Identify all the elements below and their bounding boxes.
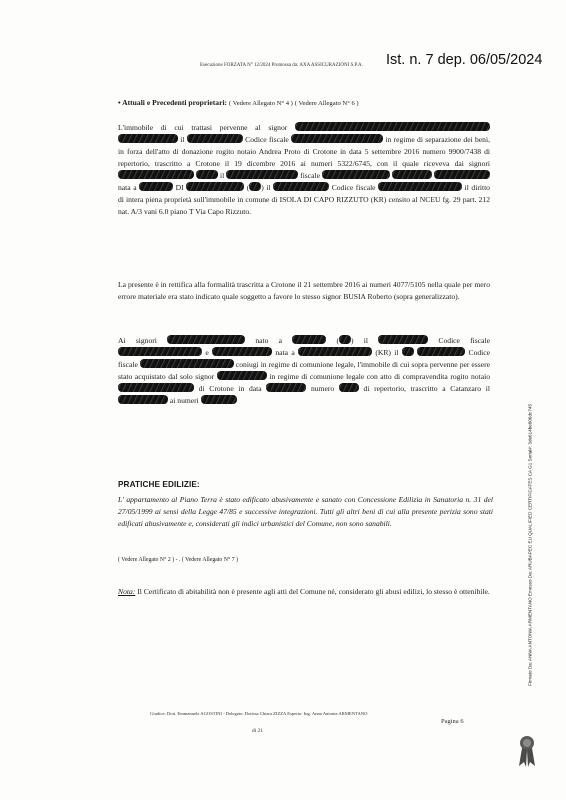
redaction: [217, 371, 267, 380]
signature-text: Firmato Da: ANNA ANTONIA ARMENTANO Emesso Da: ARUBAPEC EU QUALIFIED CERTIFICATES CA G1 Serial#: 3de614be806dc745: [527, 403, 533, 687]
digital-signature-strip: [525, 360, 535, 730]
redaction: [434, 170, 490, 179]
redaction: [212, 347, 272, 356]
redaction: [226, 170, 298, 179]
p1-text-3: Codice fiscale: [245, 135, 289, 144]
redaction: [118, 383, 194, 392]
p1-text-4: in regime di separazione dei beni, in forza dell'atto di donazione rogito notaio Andrea Proto di Crotone in data 5 settembre 2016 numero 9900/7438 di repertorio, trascritto a Crotone il 19 dicembre 2016 ai numeri 5322/6745, con il quale riceveva dai signori: [118, 135, 490, 168]
p3-text-14: di repertorio, trascritto a Catanzaro il: [363, 384, 490, 393]
pratiche-text: L' appartamento al Piano Terra è stato edificato abusivamente e sanato con Concessione Edilizia in Sanatoria n. 31 del 27/05/1999 ai sensi della Legge 47/85 e successive integrazioni. Tutti gli altri beni di cui alla presente perizia sono stati edificati abusivamente e, considerati gli indici urbanistici del Comune, non sono sanabili.: [118, 495, 493, 529]
owners-paragraph-2: La presente è in rettifica alla formalità trascritta a Crotone il 21 settembre 2016 ai numeri 4077/5105 nella quale per mero errore materiale era stato indicato quale soggetto a favore lo stesso signor BUSIA Roberto (sopra generalizzato).: [118, 280, 490, 301]
p3-text-12: di Crotone in data: [198, 384, 262, 393]
deposit-stamp: Ist. n. 7 dep. 06/05/2024: [386, 52, 543, 68]
seal-ribbon-icon: [516, 734, 538, 768]
footer-credits: Giudice: Dott. Emmanuele AGOSTINI - Delegato: Dottssa Chiara ZIZZA Esperto: Ing. Anna Antonia ARMENTANO: [150, 711, 368, 716]
redaction: [292, 335, 326, 344]
redaction: [118, 347, 202, 356]
p1-text-2: il: [180, 135, 185, 144]
p1-text-11: Codice fiscale: [331, 183, 376, 192]
execution-header: Esecuzione FORZATA N° 12/2024 Promossa da: AXA ASSICURAZIONI S.P.A.: [200, 63, 363, 68]
p3-text-3: (: [336, 336, 339, 345]
p1-text-12: il diritto di intera piena proprietà sull'immobile in comune di ISOLA DI CAPO RIZZUTO (KR) censito al NCEU fg. 29 part. 212 nat. A/3 vani 6.0 piano T Via Capo Rizzuto.: [118, 183, 490, 216]
nota-text: Il Certificato di abitabilità non è presente agli atti del Comune né, considerato gli abusi edilizi, lo stesso è ottenibile.: [137, 587, 490, 596]
p3-text-10: coniugi in regime di comunione legale, l'immobile di cui sopra pervenne per essere stato acquistato dal solo signor: [118, 360, 490, 381]
redaction: [201, 395, 237, 404]
p3-text-9: Codice fiscale: [118, 348, 491, 369]
owners-title: Attuali e Precedenti proprietari:: [122, 98, 228, 107]
p3-text-7: nata a: [275, 348, 295, 357]
owners-ref-2: ( Vedere Allegato N° 6 ): [294, 100, 359, 107]
p3-text-2: nato a: [255, 336, 283, 345]
redaction: [322, 170, 390, 179]
p3-text-6: e: [205, 348, 209, 357]
redaction: [167, 335, 245, 344]
redaction: [139, 182, 173, 191]
p1-text-6: fiscale: [300, 171, 320, 180]
owners-heading: [118, 98, 359, 107]
p1-text-8: DI: [175, 183, 184, 192]
pratiche-heading: PRATICHE EDILIZIE:: [118, 480, 200, 489]
p1-text-1: L'immobile di cui trattasi pervenne al signor: [118, 123, 288, 132]
redaction: [273, 182, 329, 191]
pratiche-refs: ( Vedere Allegato N° 2 ) - . ( Vedere Allegato N° 7 ): [118, 557, 239, 563]
redaction: [187, 134, 243, 143]
redaction: [118, 134, 178, 143]
redaction: [118, 395, 168, 404]
redaction: [196, 170, 218, 179]
p3-text-11: in regime di comunione legale con atto di compravendita rogito notaio: [269, 372, 490, 381]
redaction: [298, 347, 372, 356]
owners-paragraph-1: [118, 122, 490, 218]
bullet: •: [118, 98, 123, 107]
redaction: [186, 182, 244, 191]
page-number: Pagina 6: [441, 718, 464, 725]
p3-text-13: numero: [310, 384, 335, 393]
p3-text-8: (KR) il: [375, 348, 399, 357]
p1-text-5: il: [219, 171, 225, 180]
redaction: [339, 383, 359, 392]
p1-text-10: ) il: [261, 183, 271, 192]
redaction: [392, 170, 432, 179]
redaction: [402, 347, 414, 356]
redaction: [246, 182, 261, 192]
redaction: [378, 335, 428, 344]
owners-paragraph-3: [118, 335, 490, 407]
nota-label: Nota:: [118, 587, 136, 596]
p3-text-15: ai numeri: [169, 396, 199, 405]
redaction: [339, 335, 351, 344]
redaction: [417, 347, 465, 356]
redaction: [266, 383, 306, 392]
redaction: [118, 170, 194, 179]
footer-total-pages: di 21: [252, 728, 264, 734]
p3-text-4: ) il: [351, 336, 368, 345]
redaction: [378, 182, 462, 191]
p3-text-5: Codice fiscale: [438, 336, 490, 345]
redaction: [140, 359, 234, 368]
p1-text-7: nata a: [118, 183, 137, 192]
p3-text-1: Ai signori: [118, 336, 157, 345]
owners-ref-1: ( Vedere Allegato N° 4 ): [229, 100, 293, 107]
nota-paragraph: [118, 586, 493, 599]
redaction: [295, 122, 490, 131]
redaction: [291, 134, 383, 143]
p1-text-9: (: [246, 183, 250, 192]
